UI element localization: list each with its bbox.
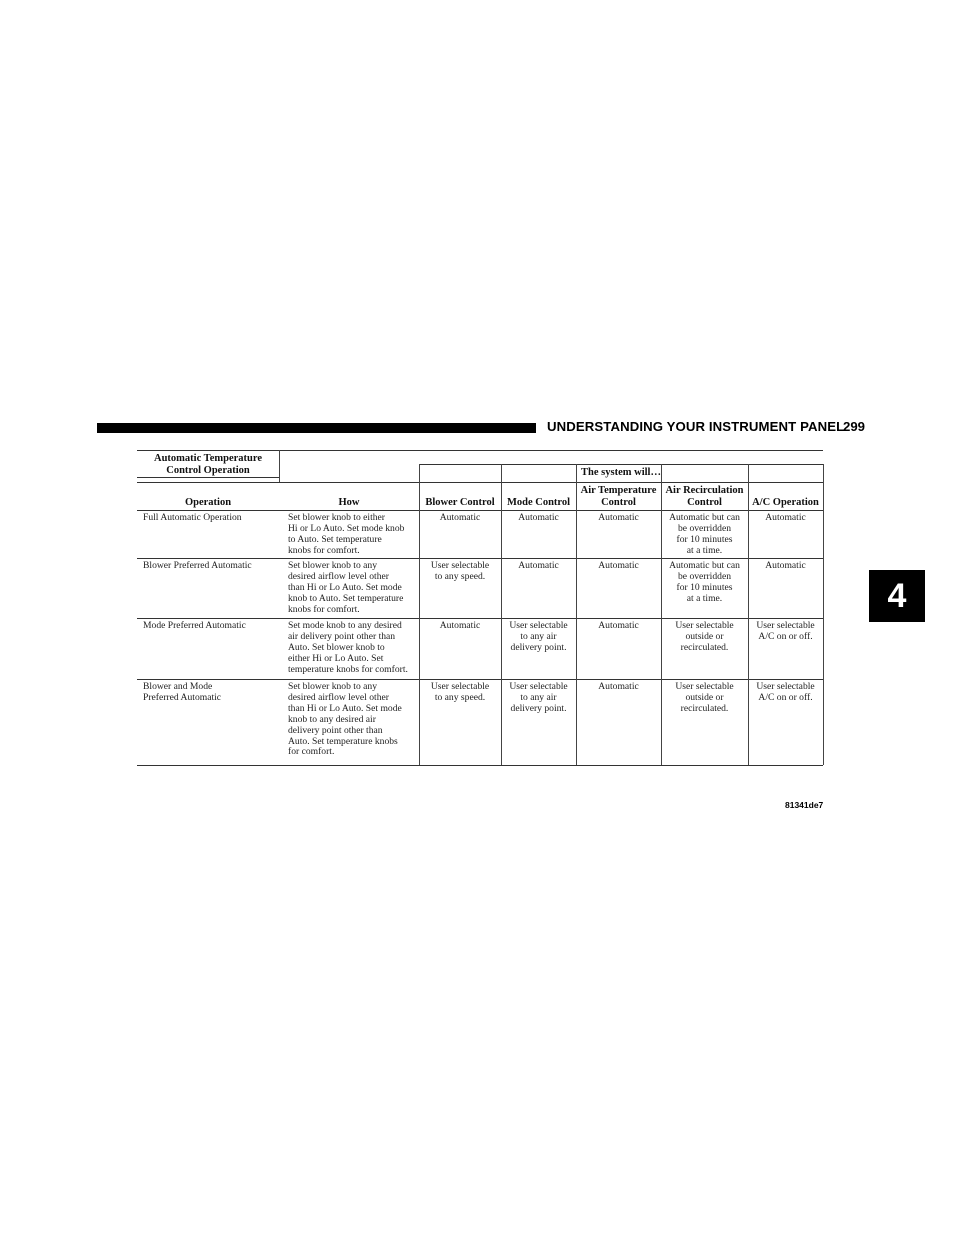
cell-recirc: User selectable outside or recirculated. [675, 620, 734, 653]
cell-how: Set mode knob to any desired air delivery point other than Auto. Set blower knob to either Hi or Lo Auto. Set temperature knobs for comfort. [288, 620, 408, 675]
cell-air_temp: Automatic [598, 560, 639, 571]
title-bottom-rule [137, 477, 279, 478]
cell-mode: User selectable to any air delivery point. [509, 681, 568, 714]
table-right-border [823, 464, 824, 765]
cell-mode: User selectable to any air delivery point. [509, 620, 568, 653]
page-number: 299 [843, 419, 866, 434]
row-bottom-rule [137, 679, 823, 680]
title-divider [279, 450, 280, 482]
cell-ac: User selectable A/C on or off. [756, 681, 815, 703]
chapter-tab: 4 [869, 570, 925, 622]
group-top-rule [419, 464, 823, 465]
header-bottom-rule [137, 510, 823, 511]
page-header-title: UNDERSTANDING YOUR INSTRUMENT PANEL [547, 419, 845, 434]
cell-recirc: Automatic but can be overridden for 10 minutes at a time. [669, 512, 740, 556]
cell-blower: Automatic [439, 512, 481, 523]
cell-how: Set blower knob to any desired airflow level other than Hi or Lo Auto. Set mode knob to any desired air delivery point other than Auto. Set temperature knobs for comfort. [288, 681, 402, 758]
cell-air_temp: Automatic [598, 512, 639, 523]
cell-blower: User selectable to any speed. [430, 560, 490, 582]
cell-air_temp: Automatic [598, 681, 639, 692]
cell-blower: Automatic [439, 620, 481, 631]
cell-operation: Blower Preferred Automatic [143, 560, 252, 571]
column-header-6: A/C Operation [752, 496, 819, 508]
column-divider [748, 464, 749, 765]
cell-recirc: Automatic but can be overridden for 10 minutes at a time. [669, 560, 740, 604]
cell-blower: User selectable to any speed. [430, 681, 490, 703]
table-title: Automatic Temperature Control Operation [154, 453, 262, 476]
cell-how: Set blower knob to any desired airflow level other than Hi or Lo Auto. Set mode knob to Auto. Set temperature knobs for comfort. [288, 560, 404, 615]
cell-how: Set blower knob to either Hi or Lo Auto. Set mode knob to Auto. Set temperature knobs for comfort. [288, 512, 405, 556]
column-header-5: Air Recirculation Control [665, 485, 744, 508]
cell-operation: Blower and Mode Preferred Automatic [143, 681, 222, 703]
cell-mode: Automatic [518, 560, 559, 571]
group-header: The system will… [581, 467, 661, 478]
column-header-2: Blower Control [425, 496, 495, 508]
cell-ac: Automatic [765, 560, 806, 571]
figure-code: 81341de7 [785, 800, 824, 810]
column-header-4: Air Temperature Control [580, 485, 657, 508]
column-divider [419, 464, 420, 765]
table-top-rule [137, 450, 823, 451]
cell-ac: Automatic [765, 512, 806, 523]
column-header-0: Operation [184, 496, 232, 508]
cell-mode: Automatic [518, 512, 559, 523]
cell-operation: Full Automatic Operation [143, 512, 242, 523]
column-header-3: Mode Control [506, 496, 571, 508]
cell-air_temp: Automatic [598, 620, 639, 631]
cell-operation: Mode Preferred Automatic [143, 620, 246, 631]
column-divider [661, 464, 662, 765]
column-divider [576, 464, 577, 765]
row-bottom-rule [137, 558, 823, 559]
row-bottom-rule [137, 618, 823, 619]
column-header-1: How [338, 496, 360, 508]
cell-recirc: User selectable outside or recirculated. [675, 681, 734, 714]
group-bottom-rule [137, 482, 823, 483]
column-divider [501, 464, 502, 765]
cell-ac: User selectable A/C on or off. [756, 620, 815, 642]
row-bottom-rule [137, 765, 823, 766]
